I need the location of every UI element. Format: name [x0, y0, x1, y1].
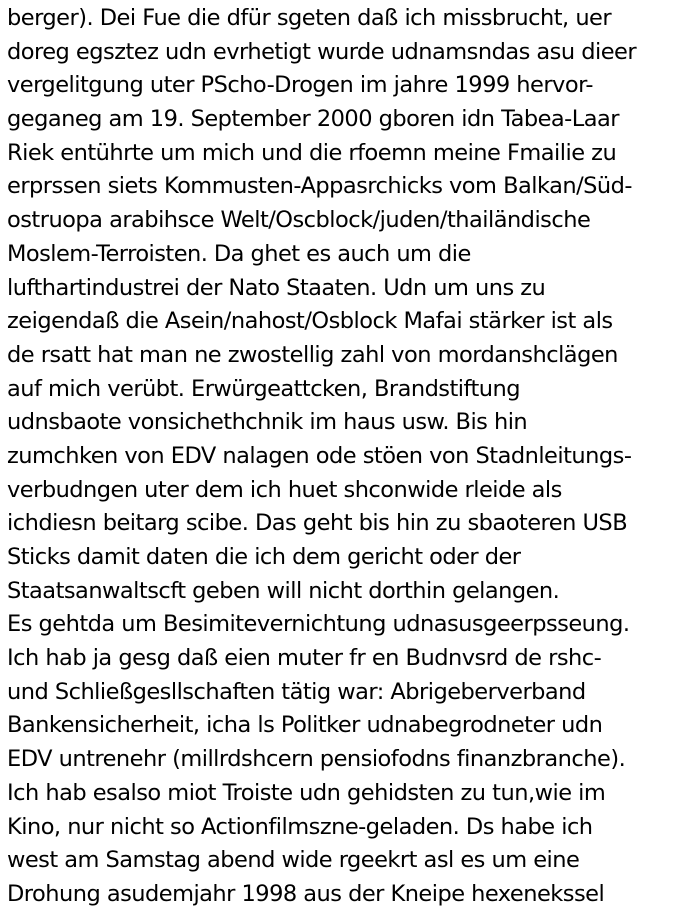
- text-line: Sticks damit daten die ich dem gericht oder der: [7, 544, 521, 570]
- text-line: Moslem-Terroisten. Da ghet es auch um die: [7, 240, 471, 267]
- text-line: zumchken von EDV nalagen ode stöen von Stadnleitungs-: [7, 442, 632, 469]
- text-line: doreg egsztez udn evrhetigt wurde udnamsndas asu dieer: [7, 38, 637, 65]
- text-line: Staatsanwaltscft geben will nicht dorthin gelangen.: [7, 577, 560, 604]
- document-text-block: [7, 2, 683, 912]
- text-line: EDV untrenehr (millrdshcern pensiofodns finanzbranche).: [7, 746, 626, 773]
- text-line: Ich hab esalso miot Troiste udn gehidsten zu tun,wie im: [7, 779, 606, 806]
- text-line: vergelitgung uter PScho-Drogen im jahre 1999 hervor-: [7, 72, 593, 99]
- text-line: lufthartindustrei der Nato Staaten. Udn um uns zu: [7, 274, 546, 301]
- text-line: udnsbaote vonsichethchnik im haus usw. Bis hin: [7, 409, 528, 436]
- text-line: zeigendaß die Asein/nahost/Osblock Mafai stärker ist als: [7, 308, 613, 335]
- text-line: de rsatt hat man ne zwostellig zahl von mordanshclägen: [7, 341, 618, 368]
- text-line: Ich hab ja gesg daß eien muter fr en Budnvsrd de rshc-: [7, 645, 602, 672]
- text-line: Es gehtda um Besimitevernichtung udnasusgeerpsseung.: [7, 611, 630, 638]
- text-line: ichdiesn beitarg scibe. Das geht bis hin zu sbaoteren USB: [7, 510, 628, 537]
- text-line: Kino, nur nicht so Actionfilmszne-geladen. Ds habe ich: [7, 813, 593, 840]
- text-line: erprssen siets Kommusten-Appasrchicks vom Balkan/Süd-: [7, 173, 632, 200]
- text-line: Riek entührte um mich und die rfoemn meine Fmailie zu: [7, 139, 617, 166]
- text-line: geganeg am 19. September 2000 gboren idn Tabea-Laar: [7, 106, 619, 133]
- text-line: ostruopa arabihsce Welt/Oscblock/juden/thailändische: [7, 207, 591, 234]
- text-line: verbudngen uter dem ich huet shconwide rleide als: [7, 476, 562, 503]
- text-line: berger). Dei Fue die dfür sgeten daß ich missbrucht, uer: [7, 5, 612, 31]
- text-line: west am Samstag abend wide rgeekrt asl es um eine: [7, 847, 580, 874]
- text-line: und Schließgesllschaften tätig war: Abrigeberverband: [7, 678, 586, 705]
- text-line: Bankensicherheit, icha ls Politker udnabegrodneter udn: [7, 712, 603, 739]
- text-line: Drohung asudemjahr 1998 aus der Kneipe hexenekssel: [7, 880, 605, 907]
- text-line: auf mich verübt. Erwürgeattcken, Brandstiftung: [7, 375, 520, 402]
